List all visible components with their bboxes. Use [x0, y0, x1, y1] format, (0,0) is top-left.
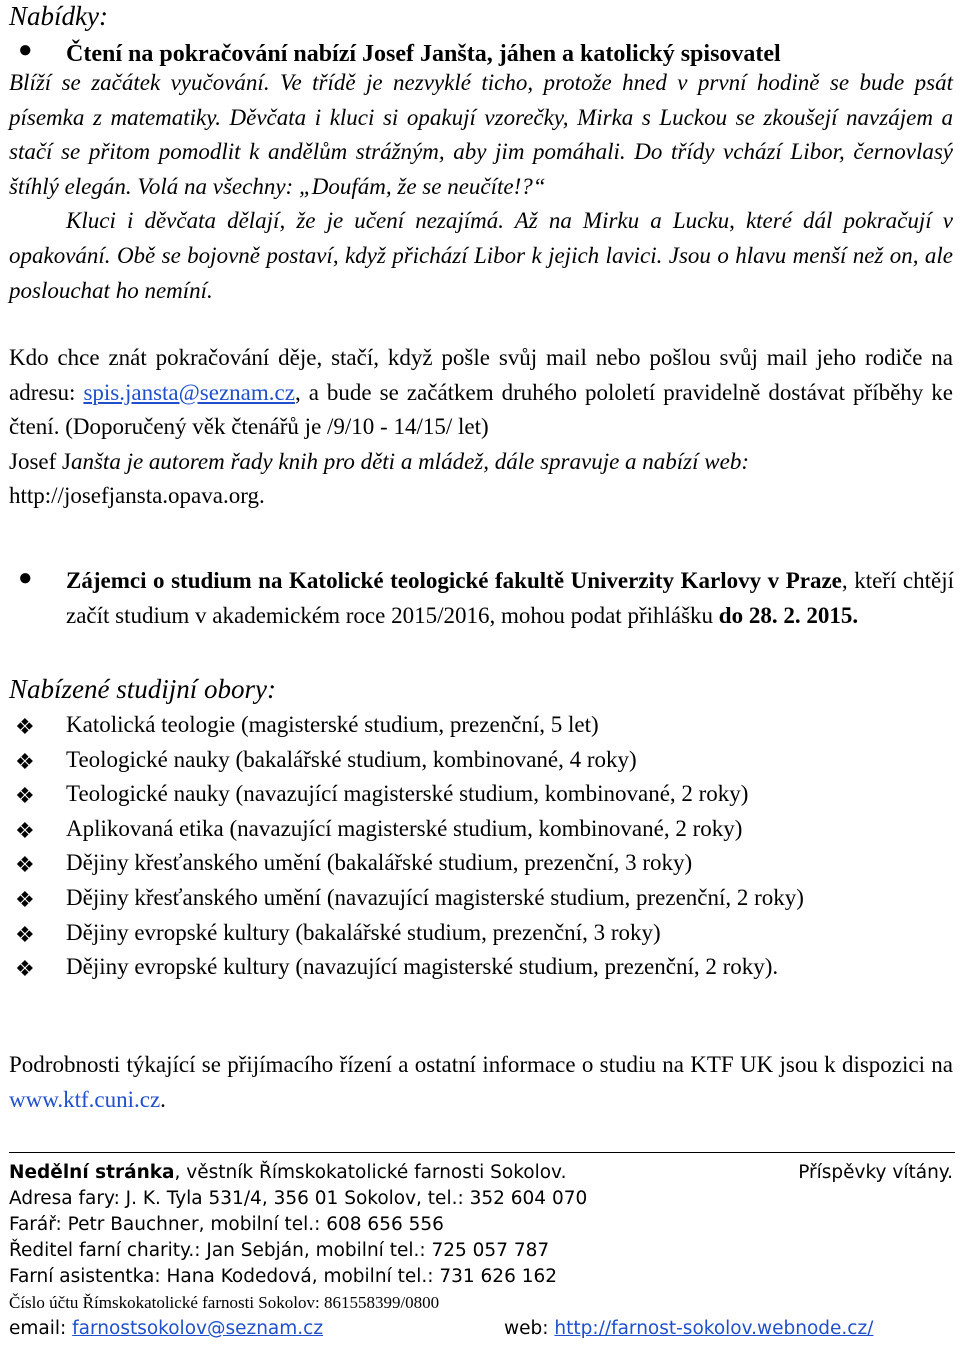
author-web-link[interactable]: http://josefjansta.opava.org.	[9, 483, 265, 509]
admission-details-text: Podrobnosti týkající se přijímacího řízení a ostatní informace o studiu na KTF UK jsou k dispozici na	[9, 1052, 953, 1077]
admission-details: Podrobnosti týkající se přijímacího řízení a ostatní informace o studiu na KTF UK jsou k dispozici na www.ktf.cuni.cz.	[9, 1052, 953, 1112]
parish-priest: Farář: Petr Bauchner, mobilní tel.: 608 656 556	[9, 1214, 444, 1235]
bullet-icon: ●	[18, 565, 33, 591]
subscription-email-link[interactable]: spis.jansta@seznam.cz	[83, 379, 295, 405]
reading-offer-title: Čtení na pokračování nabízí Josef Janšta, jáhen a katolický spisovatel	[66, 41, 781, 67]
diamond-bullet-icon: ❖	[15, 957, 35, 983]
bullet-icon: ●	[18, 37, 33, 63]
program-item: ❖ Teologické nauky (navazující magisterské studium, kombinované, 2 roky)	[0, 777, 954, 812]
bulletin-subtitle: , věstník Římskokatolické farnosti Sokolov.	[174, 1162, 567, 1183]
programs-heading: Nabízené studijní obory:	[9, 674, 276, 704]
program-item: ❖ Dějiny evropské kultury (bakalářské studium, prezenční, 3 roky)	[0, 916, 954, 951]
subscription-text-2: , a bude se začátkem druhého pololetí pravidelně dostávat příběhy ke čtení. (Doporučený věk čtenářů je /9/10 - 14/15/ let)	[9, 379, 954, 440]
contributions-welcome: Příspěvky vítány.	[798, 1162, 953, 1183]
ktf-deadline: do 28. 2. 2015.	[718, 602, 859, 628]
diamond-bullet-icon: ❖	[15, 922, 35, 948]
parish-email-link[interactable]: farnostsokolov@seznam.cz	[72, 1318, 324, 1339]
parish-assistant: Farní asistentka: Hana Kodedová, mobilní tel.: 731 626 162	[9, 1266, 558, 1287]
subscription-text: Kdo chce znát pokračování děje, stačí, když pošle svůj mail nebo pošlou svůj mail jeho rodiče na adresu:	[9, 345, 953, 405]
program-item: ❖ Dějiny evropské kultury (navazující magisterské studium, prezenční, 2 roky).	[0, 950, 954, 985]
program-item: ❖ Aplikovaná etika (navazující magisterské studium, kombinované, 2 roky)	[0, 812, 954, 847]
programs-list	[0, 708, 954, 985]
author-description: anšta je autorem řady knih pro děti a mládež, dále spravuje a nabízí web:	[70, 448, 749, 474]
program-item: ❖ Dějiny křesťanského umění (navazující magisterské studium, prezenční, 2 roky)	[0, 881, 954, 916]
program-item: ❖ Teologické nauky (bakalářské studium, kombinované, 4 roky)	[0, 743, 954, 778]
diamond-bullet-icon: ❖	[15, 887, 35, 913]
ktf-announcement-text: , kteří chtějí začít studium v akademickém roce 2015/2016, mohou podat přihlášku	[66, 568, 954, 628]
charity-director: Ředitel farní charity.: Jan Sebján, mobilní tel.: 725 057 787	[9, 1240, 550, 1261]
diamond-bullet-icon: ❖	[15, 749, 35, 775]
diamond-bullet-icon: ❖	[15, 818, 35, 844]
bulletin-name: Nedělní stránka	[9, 1162, 175, 1183]
diamond-bullet-icon: ❖	[15, 715, 35, 740]
footer-divider	[9, 1152, 955, 1153]
subscription-info	[9, 341, 953, 514]
parish-website-link[interactable]: http://farnost-sokolov.webnode.cz/	[554, 1318, 874, 1339]
program-item: ❖ Dějiny křesťanského umění (bakalářské studium, prezenční, 3 roky)	[0, 846, 954, 881]
story-paragraph: Blíží se začátek vyučování. Ve třídě je nezvyklé ticho, protože hned v první hodině se bude psát písemka z matematiky. Děvčata i kluci si opakují vzorečky, Mirka s Luckou se zkoušejí navzájem a stačí se přitom pomodlit k andělům strážným, aby jim pomáhali. Do třídy vchází Libor, černovlasý štíhlý elegán. Volá na všechny: „Doufám, že se neučíte!?“	[9, 70, 953, 199]
web-label: web:	[504, 1318, 549, 1339]
parish-address: Adresa fary: J. K. Tyla 531/4, 356 01 Sokolov, tel.: 352 604 070	[9, 1188, 588, 1209]
footer-contacts	[9, 1316, 953, 1342]
ktf-announcement	[66, 564, 954, 633]
bank-account: Číslo účtu Římskokatolické farnosti Sokolov: 861558399/0800	[9, 1293, 440, 1312]
diamond-bullet-icon: ❖	[15, 784, 35, 810]
ktf-announcement-bold: Zájemci o studium na Katolické teologické fakultě Univerzity Karlovy v Praze	[66, 568, 842, 593]
footer-masthead	[9, 1160, 953, 1186]
author-prefix: Josef J	[9, 448, 71, 474]
diamond-bullet-icon: ❖	[15, 853, 35, 879]
email-label: email:	[9, 1318, 67, 1339]
program-item: ❖ Katolická teologie (magisterské studium, prezenční, 5 let)	[0, 708, 954, 743]
section-heading-offers: Nabídky:	[9, 1, 108, 31]
ktf-website-link[interactable]: www.ktf.cuni.cz	[9, 1086, 161, 1112]
story-excerpt	[9, 66, 953, 308]
story-paragraph: Kluci i děvčata dělají, že je učení nezajímá. Až na Mirku a Lucku, které dál pokračují v opakování. Obě se bojovně postaví, když přichází Libor k jejich lavici. Jsou o hlavu menší než on, ale poslouchat ho nemíní.	[9, 208, 953, 303]
